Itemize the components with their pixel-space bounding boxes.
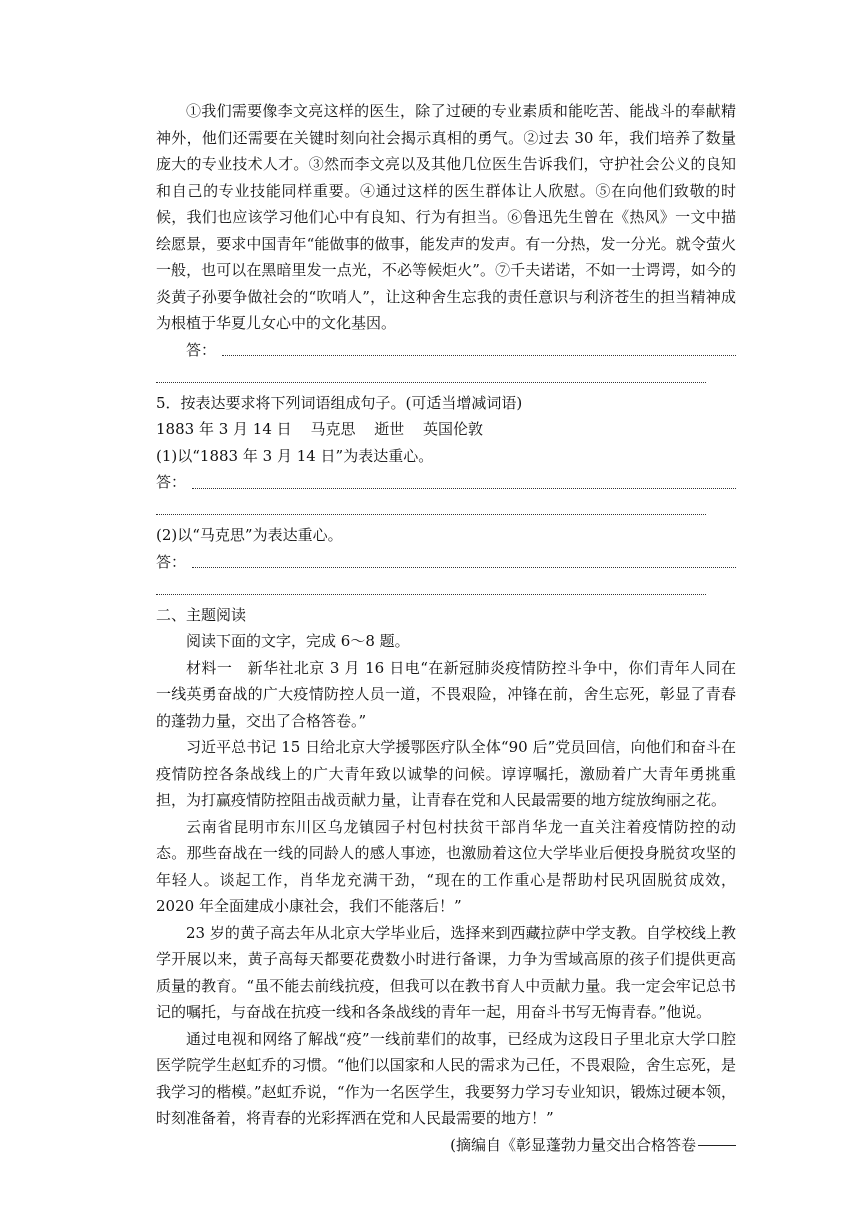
reading-paragraph: 23 岁的黄子高去年从北京大学毕业后，选择来到西藏拉萨中学支教。自学校线上教学开展以来，黄子高每天都要花费数小时进行备课，力争为雪域高原的孩子们提供更高质量的教育。“虽不能去前线抗疫，但我可以在教书育人中贡献力量。我一定会牢记总书记的嘱托，与奋战在抗疫一线和各条战线的青年一起，用奋斗书写无悔青春。”他说。 bbox=[156, 923, 736, 1021]
answer-label: 答： bbox=[186, 340, 217, 359]
answer-blank bbox=[192, 567, 736, 568]
q5-word: 1883 年 3 月 14 日 bbox=[156, 420, 292, 438]
q5-sub1: (1)以“1883 年 3 月 14 日”为表达重心。 bbox=[156, 446, 434, 465]
answer-blank-continued bbox=[156, 496, 736, 523]
q5-sub2: (2)以“马克思”为表达重心。 bbox=[156, 526, 343, 544]
answer-blank bbox=[222, 355, 736, 356]
reading-paragraph: 云南省昆明市东川区乌龙镇园子村包村扶贫干部肖华龙一直关注着疫情防控的动态。那些奋战在一线的同龄人的感人事迹，也激励着这位大学毕业后便投身脱贫攻坚的年轻人。谈起工作，肖华龙充满干劲，“现在的工作重心是帮助村民巩固脱贫成效，2020 年全面建成小康社会，我们不能落后！” bbox=[156, 817, 736, 915]
section-heading: 二、主题阅读 bbox=[156, 605, 247, 624]
q5-word-list bbox=[156, 416, 736, 443]
answer-line-q4[interactable] bbox=[156, 337, 736, 364]
reading-instruction: 阅读下面的文字，完成 6～8 题。 bbox=[186, 632, 410, 650]
answer-blank-continued bbox=[156, 363, 736, 390]
q4-passage: ①我们需要像李文亮这样的医生，除了过硬的专业素质和能吃苦、能战斗的奉献精神外，他们还需要在关键时刻向社会揭示真相的勇气。②过去 30 年，我们培养了数量庞大的专业技术人才。③然而李文亮以及其他几位医生告诉我们，守护社会公义的良知和自己的专业技能同样重要。④通过这样的医生群体让人欣慰。⑤在向他们致敬的时候，我们也应该学习他们心中有良知、行为有担当。⑥鲁迅先生曾在《热风》一文中描绘愿景，要求中国青年“能做事的做事，能发声的发声。有一分热，发一分光。就令萤火一般，也可以在黑暗里发一点光，不必等候炬火”。⑦千夫诺诺，不如一士谔谔，如今的炎黄子孙要争做社会的“吹哨人”，让这种舍生忘我的责任意识与利济苍生的担当精神成为根植于华夏儿女心中的文化基因。 bbox=[156, 102, 736, 332]
answer-label: 答： bbox=[156, 552, 187, 571]
reading-paragraph: 材料一 新华社北京 3 月 16 日电“在新冠肺炎疫情防控斗争中，你们青年人同在一线英勇奋战的广大疫情防控人员一道，不畏艰险，冲锋在前，舍生忘死，彰显了青春的蓬勃力量，交出了合格答卷。” bbox=[156, 658, 736, 730]
reading-paragraph: 通过电视和网络了解战“疫”一线前辈们的故事，已经成为这段日子里北京大学口腔医学院学生赵虹乔的习惯。“他们以国家和人民的需求为己任，不畏艰险，舍生忘死，是我学习的楷模。”赵虹乔说，“作为一名医学生，我要努力学习专业知识，锻炼过硬本领，时刻准备着，将青春的光彩挥洒在党和人民最需要的地方！” bbox=[156, 1029, 736, 1127]
q5-word: 英国伦敦 bbox=[423, 420, 484, 438]
source-dash bbox=[698, 1145, 736, 1146]
answer-blank-continued bbox=[156, 575, 736, 602]
q5-word: 马克思 bbox=[310, 420, 356, 438]
source-citation bbox=[156, 1132, 736, 1159]
document-page bbox=[156, 98, 736, 1158]
answer-label: 答： bbox=[156, 473, 187, 491]
source-text: (摘编自《彰显蓬勃力量交出合格答卷 bbox=[450, 1135, 696, 1154]
q5-word: 逝世 bbox=[374, 420, 405, 438]
q5-stem: 5．按表达要求将下列词语组成句子。(可适当增减词语) bbox=[156, 393, 523, 412]
reading-paragraph: 习近平总书记 15 日给北京大学援鄂医疗队全体“90 后”党员回信，向他们和奋斗在疫情防控各条战线上的广大青年致以诚挚的问候。谆谆嘱托，激励着广大青年勇挑重担，为打赢疫情防控阻击战贡献力量，让青春在党和人民最需要的地方绽放绚丽之花。 bbox=[156, 738, 736, 809]
answer-line-q5-1[interactable] bbox=[156, 469, 736, 496]
answer-blank bbox=[192, 488, 736, 489]
answer-line-q5-2[interactable] bbox=[156, 549, 736, 576]
